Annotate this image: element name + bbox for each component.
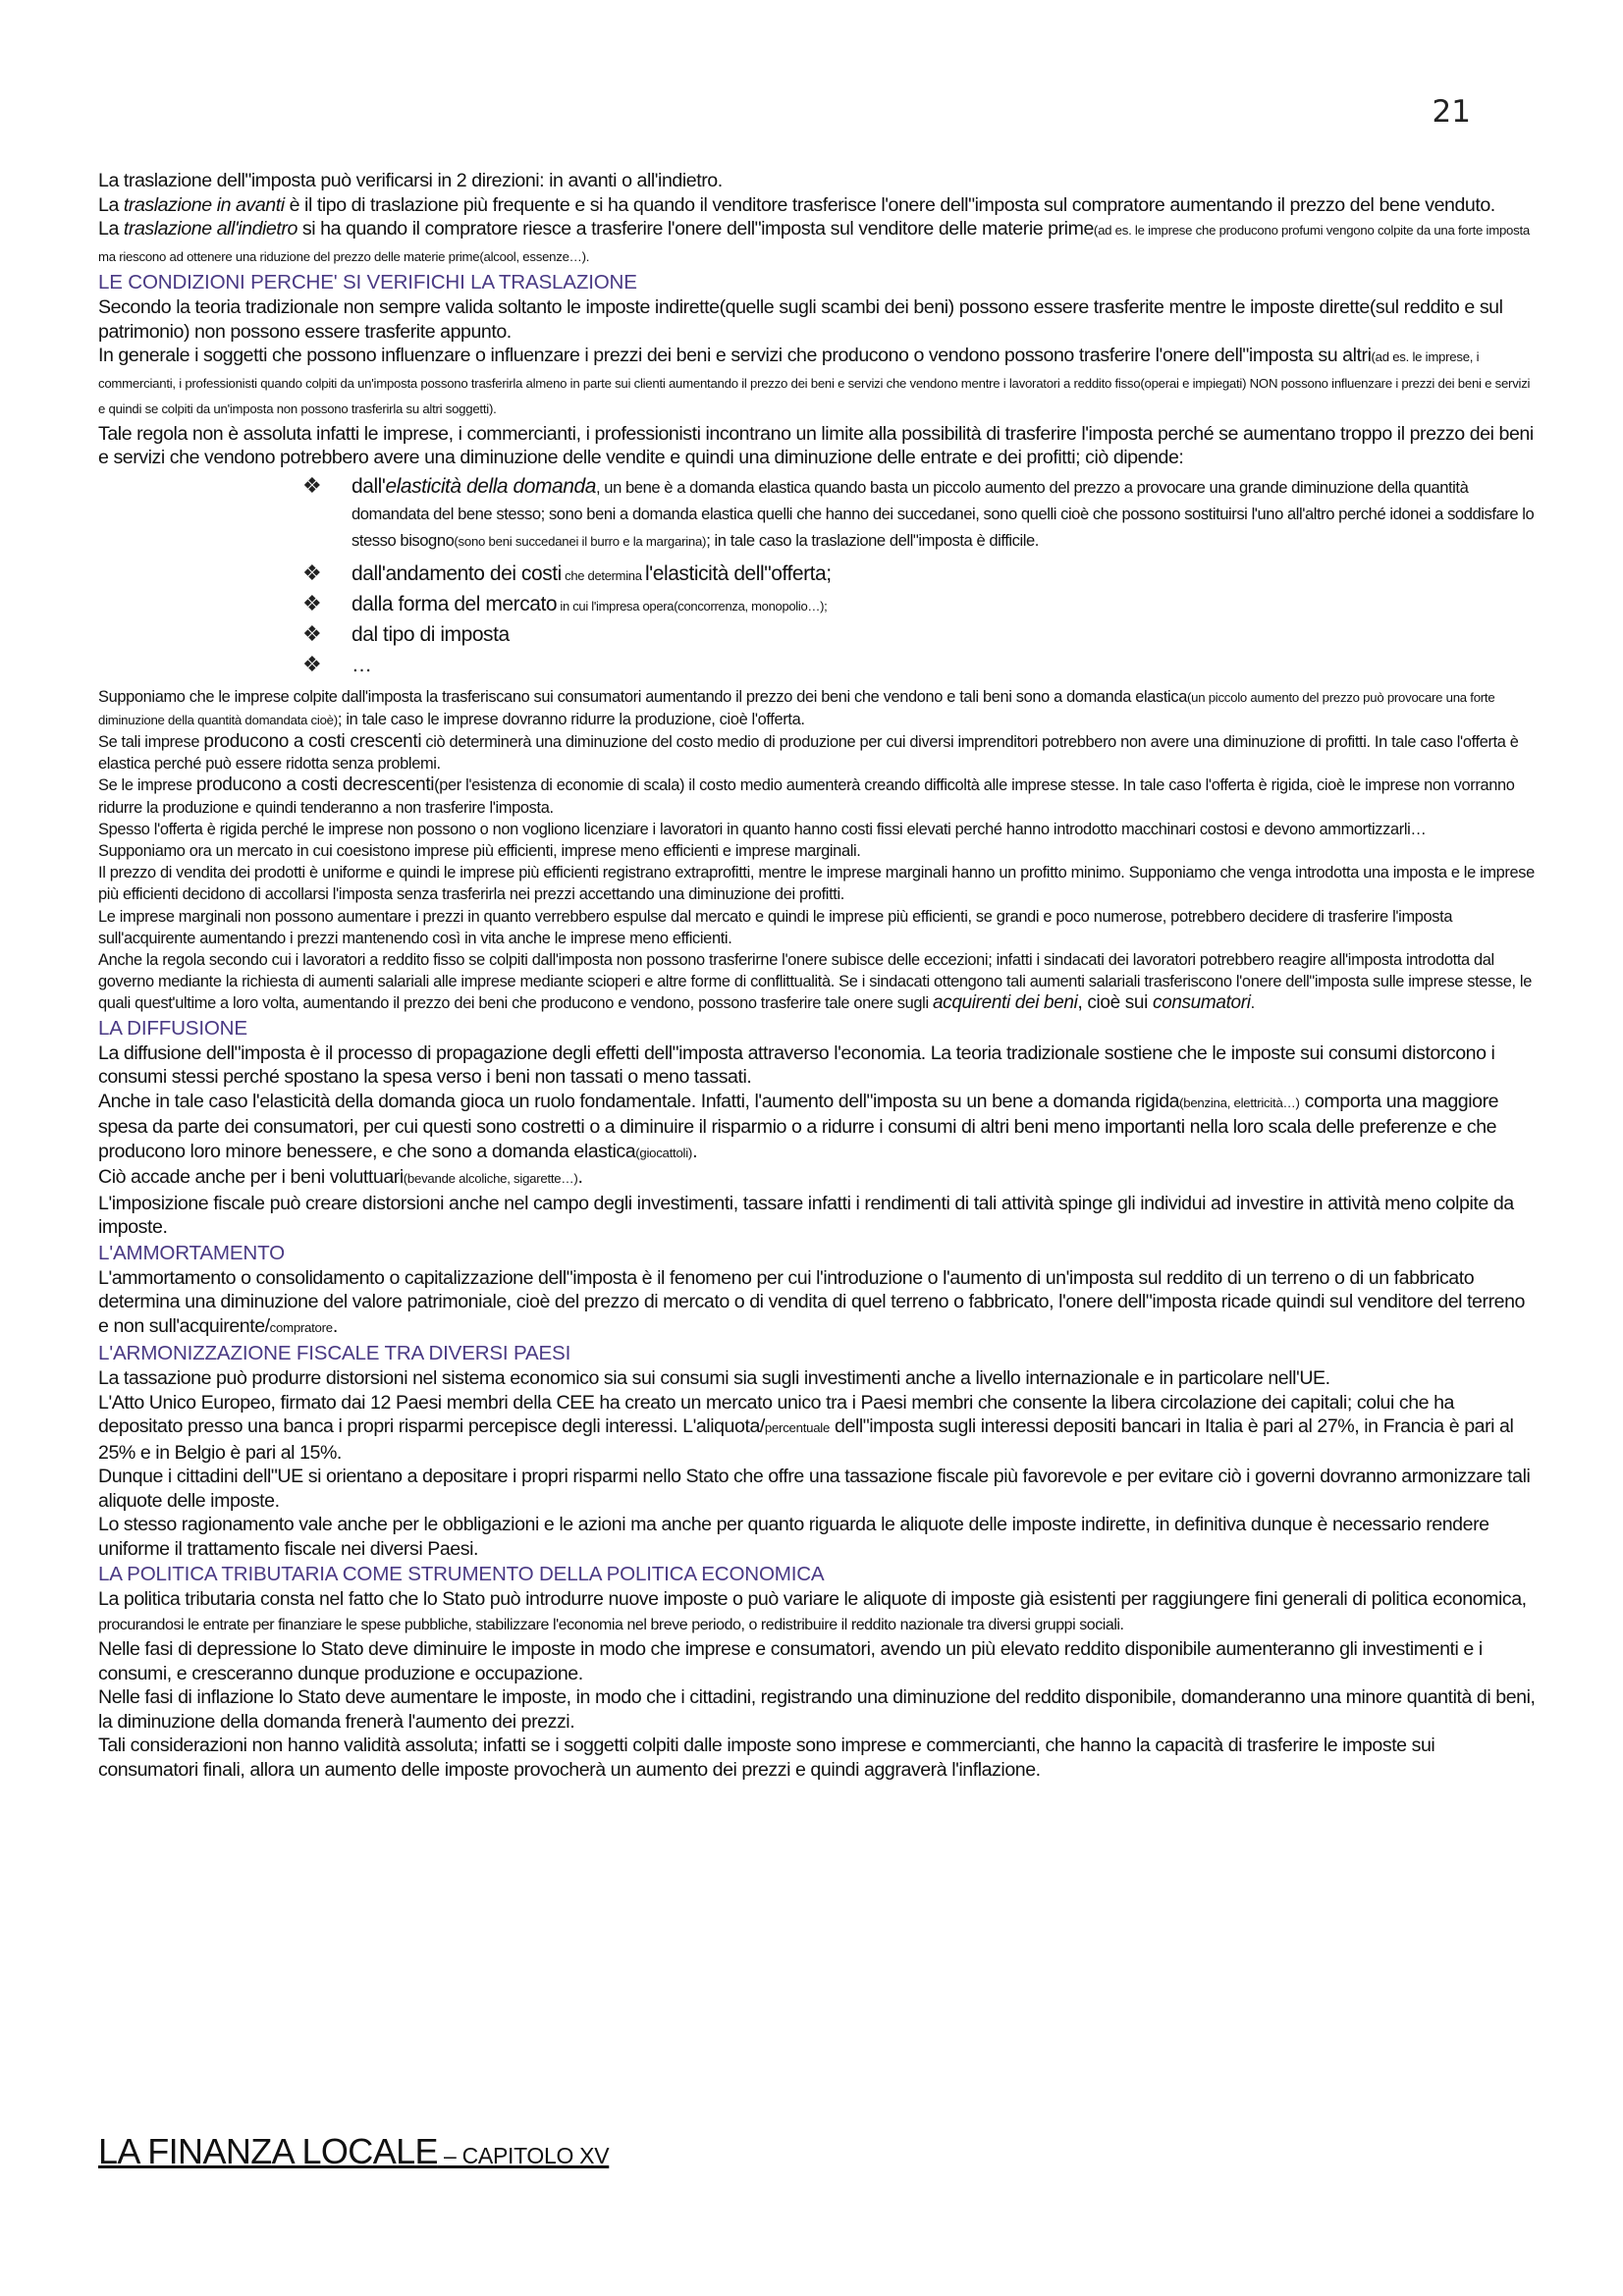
italic-term: traslazione in avanti: [123, 193, 285, 216]
paragraph: L'ammortamento o consolidamento o capitalizzazione dell"imposta è il fenomeno per cui l'introduzione o l'aumento di un'imposta sul reddito di un terreno o di un fabbricato determina una diminuzione del valore patrimoniale, cioè del prezzo di mercato o di vendita di quel terreno o fabbricato, l'onere dell"imposta ricade quindi sul venditore del terreno e non sull'acquirente/compratore.: [98, 1266, 1525, 1337]
section-heading: L'ARMONIZZAZIONE FISCALE TRA DIVERSI PAESI: [98, 1342, 571, 1365]
italic-term: consumatori: [1152, 992, 1251, 1014]
paragraph: Se tali imprese producono a costi crescenti ciò determinerà una diminuzione del costo medio di produzione per cui diversi imprenditori potrebbero non avere una diminuzione di profitti. In tale caso l'offerta è elastica perché può essere ridotta senza problemi.: [98, 730, 1519, 774]
small-note: percentuale: [764, 1420, 831, 1436]
paragraph: La tassazione può produrre distorsioni nel sistema economico sia sui consumi sia sugli investimenti anche a livello internazionale e in particolare nell'UE.: [98, 1367, 1330, 1390]
italic-term: elasticità della domanda: [385, 474, 596, 498]
paragraph: In generale i soggetti che possono influenzare o influenzare i prezzi dei beni e servizi che producono o vendono possono trasferire l'onere dell"imposta su altri(ad es. le imprese, i commercianti, i professionisti quando colpiti da un'imposta possono trasferirla almeno in parte sui clienti aumentando il prezzo dei beni e servizi che vendono mentre i lavoratori a reddito fisso(operai e impiegati) NON possono influenzare i prezzi dei beni e servizi e quindi se colpiti da un'imposta non possono trasferirla su altri soggetti).: [98, 345, 1531, 416]
diamond-bullet-icon: ❖: [302, 591, 322, 616]
paragraph: Dunque i cittadini dell"UE si orientano a depositare i propri risparmi nello Stato che offre una tassazione fiscale più favorevole e per evitare ciò i governi dovranno armonizzare tali aliquote delle imposte.: [98, 1466, 1531, 1512]
paragraph: Nelle fasi di depressione lo Stato deve diminuire le imposte in modo che imprese e consumatori, avendo un più elevato reddito disponibile aumenteranno gli investimenti e i consumi, e cresceranno dunque produzione e occupazione.: [98, 1638, 1483, 1684]
italic-term: acquirenti dei beni: [932, 992, 1078, 1014]
section-heading: L'AMMORTAMENTO: [98, 1241, 285, 1264]
chapter-subtitle: – CAPITOLO XV: [437, 2143, 610, 2168]
paragraph: La diffusione dell"imposta è il processo di propagazione degli effetti dell"imposta attraverso l'economia. La teoria tradizionale sostiene che le imposte sui consumi distorcono i consumi stessi perché spostano la spesa verso i beni non tassati o meno tassati.: [98, 1041, 1495, 1089]
paragraph: Ciò accade anche per i beni voluttuari(bevande alcoliche, sigarette…).: [98, 1166, 583, 1189]
paragraph: Nelle fasi di inflazione lo Stato deve aumentare le imposte, in modo che i cittadini, registrando una diminuzione del reddito disponibile, domanderanno una minore quantità di beni, la diminuzione della domanda frenerà l'aumento dei prezzi.: [98, 1686, 1536, 1733]
paragraph: Spesso l'offerta è rigida perché le imprese non possono o non vogliono licenziare i lavoratori in quanto hanno costi fissi elevati perché hanno introdotto macchinari costosi e devono ammortizzarli…: [98, 820, 1427, 838]
small-note: (bevande alcoliche, sigarette…): [403, 1171, 578, 1187]
list-item: ❖ dall'andamento dei costi che determina l'elasticità dell"offerta;: [302, 559, 1538, 589]
paragraph: L'Atto Unico Europeo, firmato dai 12 Paesi membri della CEE ha creato un mercato unico tra i Paesi membri che consente la libera circolazione dei capitali; colui che ha depositato presso una banca i propri risparmi percepisce degli interessi. L'aliquota/percentuale dell"imposta sugli interessi depositi bancari in Italia è pari al 27%, in Francia è pari al 25% e in Belgio è pari al 15%.: [98, 1391, 1514, 1464]
small-note: (giocattoli): [635, 1145, 693, 1160]
paragraph: Anche in tale caso l'elasticità della domanda gioca un ruolo fondamentale. Infatti, l'aumento dell"imposta su un bene a domanda rigida(benzina, elettricità…) comporta una maggiore spesa da parte dei consumatori, per cui questi sono costretti o a diminuire il risparmio o a ridurre i consumi di altri beni meno importanti nella loro scala delle preferenze e che producono loro minore benessere, e che sono a domanda elastica(giocattoli).: [98, 1090, 1499, 1162]
paragraph: La traslazione in avanti è il tipo di traslazione più frequente e si ha quando il venditore trasferisce l'onere dell"imposta sul compratore aumentando il prezzo del bene venduto.: [98, 193, 1495, 216]
small-note: (ad es. le imprese, i commercianti, i professionisti quando colpiti da un'imposta possono trasferirla almeno in parte sui clienti aumentando il prezzo dei beni e servizi che vendono mentre i lavoratori a reddito fisso(operai e impiegati) NON possono influenzare i prezzi dei beni e servizi e quindi se colpiti da un'imposta non possono trasferirla su altri soggetti).: [98, 349, 1531, 416]
diamond-bullet-icon: ❖: [302, 561, 322, 586]
small-note: (un piccolo aumento del prezzo può provocare una forte diminuzione della quantità domandata cioè): [98, 689, 1495, 727]
section-heading: LA DIFFUSIONE: [98, 1016, 247, 1040]
paragraph: Secondo la teoria tradizionale non sempre valida soltanto le imposte indirette(quelle sugli scambi dei beni) possono essere trasferite mentre le imposte dirette(sul reddito e sul patrimonio) non possono essere trasferite appunto.: [98, 296, 1503, 343]
paragraph: La politica tributaria consta nel fatto che lo Stato può introdurre nuove imposte o può variare le aliquote di imposte già esistenti per raggiungere fini generali di politica economica, procurandosi le entrate per finanziare le spese pubbliche, stabilizzare l'economia nel breve periodo, o redistribuire il reddito nazionale tra diversi gruppi sociali.: [98, 1588, 1527, 1633]
page-number: 21: [1432, 94, 1471, 130]
page-body: [98, 169, 1538, 1782]
paragraph: Anche la regola secondo cui i lavoratori a reddito fisso se colpiti dall'imposta non possono trasferirne l'onere subisce delle eccezioni; infatti i sindacati dei lavoratori potrebbero reagire all'imposta introdotta dal governo mediante la richiesta di aumenti salariali alle imprese mediante scioperi e altre forme di conflittualità. Se i sindacati ottengono tali aumenti salariali trasferiscono l'onere dell"imposta sulle imprese stesse, le quali quest'ultime a loro volta, aumentando il prezzo dei beni che producono e vendono, possono trasferire tale onere sugli acquirenti dei beni, cioè sui consumatori.: [98, 950, 1532, 1014]
paragraph: Il prezzo di vendita dei prodotti è uniforme e quindi le imprese più efficienti registrano extraprofitti, mentre le imprese marginali hanno un profitto minimo. Supponiamo che venga introdotta una imposta e le imprese più efficienti decidono di accollarsi l'imposta senza trasferirla nei prezzi accettando una diminuzione dei profitti.: [98, 864, 1535, 904]
paragraph: Le imprese marginali non possono aumentare i prezzi in quanto verrebbero espulse dal mercato e quindi le imprese più efficienti, se grandi e poco numerose, potrebbero decidere di trasferire l'imposta sull'acquirente aumentando i prezzi mantenendo così in vita anche le imprese meno efficienti.: [98, 907, 1453, 947]
paragraph: Tale regola non è assoluta infatti le imprese, i commercianti, i professionisti incontrano un limite alla possibilità di trasferire l'imposta perché se aumentano troppo il prezzo dei beni e servizi che vendono potrebbero avere una diminuzione delle vendite e quindi una diminuzione delle entrate e dei profitti; ciò dipende:: [98, 422, 1534, 468]
list-item: ❖ dalla forma del mercato in cui l'impresa opera(concorrenza, monopolio…);: [302, 589, 1538, 619]
italic-term: traslazione all'indietro: [123, 218, 298, 240]
diamond-bullet-icon: ❖: [302, 473, 322, 499]
paragraph: Tali considerazioni non hanno validità assoluta; infatti se i soggetti colpiti dalle imposte sono imprese e commercianti, che hanno la capacità di trasferire le imposte sui consumatori finali, allora un aumento delle imposte provocherà un aumento dei prezzi e quindi aggraverà l'inflazione.: [98, 1735, 1435, 1781]
small-note: (ad es. le imprese che producono profumi vengono colpite da una forte imposta ma riescono ad ottenere una riduzione del prezzo delle materie prime(alcool, essenze…).: [98, 223, 1530, 264]
paragraph: Se le imprese producono a costi decrescenti(per l'esistenza di economie di scala) il costo medio aumenterà creando difficoltà alle imprese stesse. In tale caso l'offerta è rigida, cioè le imprese non vorranno ridurre la produzione e quindi tenderanno a non trasferire l'imposta.: [98, 774, 1515, 817]
section-heading: LA POLITICA TRIBUTARIA COME STRUMENTO DELLA POLITICA ECONOMICA: [98, 1563, 825, 1586]
paragraph: Supponiamo ora un mercato in cui coesistono imprese più efficienti, imprese meno efficienti e imprese marginali.: [98, 841, 861, 860]
dense-text-block: [98, 686, 1538, 1015]
list-item: ❖ dal tipo di imposta: [302, 619, 1538, 650]
bullet-list: [98, 474, 1538, 680]
paragraph: La traslazione all'indietro si ha quando il compratore riesce a trasferire l'onere dell"imposta sul venditore delle materie prime(ad es. le imprese che producono profumi vengono colpite da una forte imposta ma riescono ad ottenere una riduzione del prezzo delle materie prime(alcool, essenze…).: [98, 218, 1530, 264]
diamond-bullet-icon: ❖: [302, 652, 322, 677]
chapter-title: LA FINANZA LOCALE – CAPITOLO XV: [98, 2131, 610, 2171]
paragraph: Lo stesso ragionamento vale anche per le obbligazioni e le azioni ma anche per quanto riguarda le aliquote delle imposte indirette, in definitiva dunque è necessario rendere uniforme il trattamento fiscale nei diversi Paesi.: [98, 1514, 1489, 1560]
small-note: (sono beni succedanei il burro e la margarina): [454, 533, 707, 549]
paragraph: L'imposizione fiscale può creare distorsioni anche nel campo degli investimenti, tassare infatti i rendimenti di tali attività spinge gli individui ad investire in attività meno colpite da imposte.: [98, 1192, 1514, 1239]
list-item: ❖ dall'elasticità della domanda, un bene è a domanda elastica quando basta un piccolo aumento del prezzo a provocare una grande diminuzione della quantità domandata del bene stesso; sono beni a domanda elastica quelli che hanno dei succedanei, sono quelli cioè che possono sostituirsi l'uno all'altro perché idonei a soddisfare lo stesso bisogno(sono beni succedanei il burro e la margarina); in tale caso la traslazione dell"imposta è difficile.: [302, 473, 1535, 550]
small-note: compratore: [269, 1319, 333, 1335]
diamond-bullet-icon: ❖: [302, 621, 322, 647]
paragraph: La traslazione dell"imposta può verificarsi in 2 direzioni: in avanti o all'indietro.: [98, 170, 723, 191]
list-item: ❖ …: [302, 650, 1538, 680]
paragraph: Supponiamo che le imprese colpite dall'imposta la trasferiscano sui consumatori aumentando il prezzo dei beni che vendono e tali beni sono a domanda elastica(un piccolo aumento del prezzo può provocare una forte diminuzione della quantità domandata cioè); in tale caso le imprese dovranno ridurre la produzione, cioè l'offerta.: [98, 687, 1495, 728]
section-heading: LE CONDIZIONI PERCHE' SI VERIFICHI LA TRASLAZIONE: [98, 271, 637, 294]
small-note: (benzina, elettricità…): [1179, 1095, 1300, 1110]
